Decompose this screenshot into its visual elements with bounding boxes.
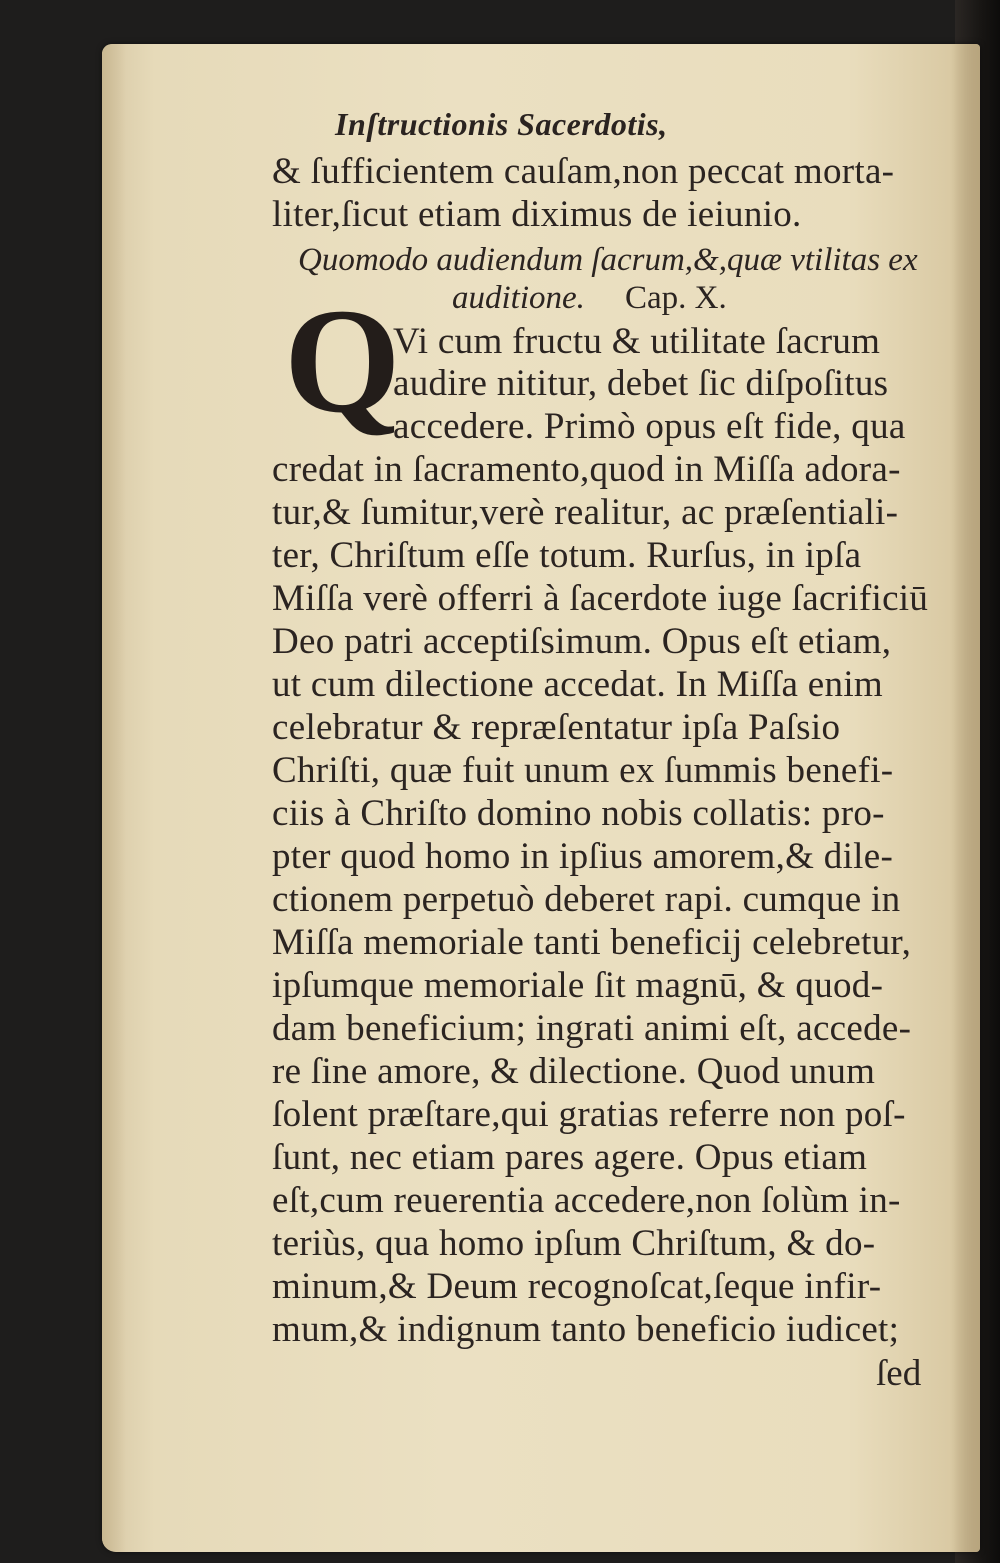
body-line: ter, Chriſtum eſſe totum. Rurſus, in ipſa (272, 535, 862, 576)
body-line: pter quod homo in ipſius amorem,& dile- (272, 836, 894, 877)
chapter-heading-line-1: Quomodo audiendum ſacrum,&,quæ vtilitas ex (298, 242, 918, 278)
body-line: Miſſa memoriale tanti beneficij celebretur, (272, 922, 912, 963)
body-line: ut cum dilectione accedat. In Miſſa enim (272, 664, 883, 705)
body-line: ctionem perpetuò deberet rapi. cumque in (272, 879, 901, 920)
body-line: ſunt, nec etiam pares agere. Opus etiam (272, 1137, 868, 1178)
body-line: credat in ſacramento,quod in Miſſa adora- (272, 449, 901, 490)
body-line: ciis à Chriſto domino nobis collatis: pro- (272, 793, 885, 834)
indented-line-2: audire nititur, debet ſic diſpoſitus (393, 363, 889, 404)
body-line: re ſine amore, & dilectione. Quod unum (272, 1051, 876, 1092)
body-line: mum,& indignum tanto beneficio iudicet; (272, 1309, 900, 1350)
chapter-label: Cap. X. (625, 280, 727, 316)
drop-cap: Q (284, 278, 401, 444)
body-line: minum,& Deum recognoſcat,ſeque infir- (272, 1266, 882, 1307)
running-head: Inſtructionis Sacerdotis, (335, 106, 668, 142)
body-line: Deo patri acceptiſsimum. Opus eſt etiam, (272, 621, 892, 662)
opening-line-2: liter,ſicut etiam diximus de ieiunio. (272, 194, 802, 235)
indented-line-1: Vi cum fructu & utilitate ſacrum (393, 321, 881, 362)
body-line: tur,& ſumitur,verè realitur, ac præſentiali- (272, 492, 899, 533)
body-line: teriùs, qua homo ipſum Chriſtum, & do- (272, 1223, 876, 1264)
body-line: ipſumque memoriale ſit magnū, & quod- (272, 965, 884, 1006)
catchword: ſed (876, 1353, 922, 1394)
opening-line-1: & ſufficientem cauſam,non peccat morta- (272, 151, 895, 192)
body-line: ſolent præſtare,qui gratias referre non poſ- (272, 1094, 906, 1135)
indented-line-3: accedere. Primò opus eſt fide, qua (393, 406, 906, 447)
body-line: dam beneficium; ingrati animi eſt, accede- (272, 1008, 912, 1049)
body-line: celebratur & repræſentatur ipſa Paſsio (272, 707, 841, 748)
body-line: Miſſa verè offerri à ſacerdote iuge ſacrificiū (272, 578, 929, 619)
chapter-heading-line-2: auditione. (452, 280, 585, 316)
body-line: eſt,cum reuerentia accedere,non ſolùm in- (272, 1180, 901, 1221)
body-line: Chriſti, quæ fuit unum ex ſummis benefi- (272, 750, 894, 791)
